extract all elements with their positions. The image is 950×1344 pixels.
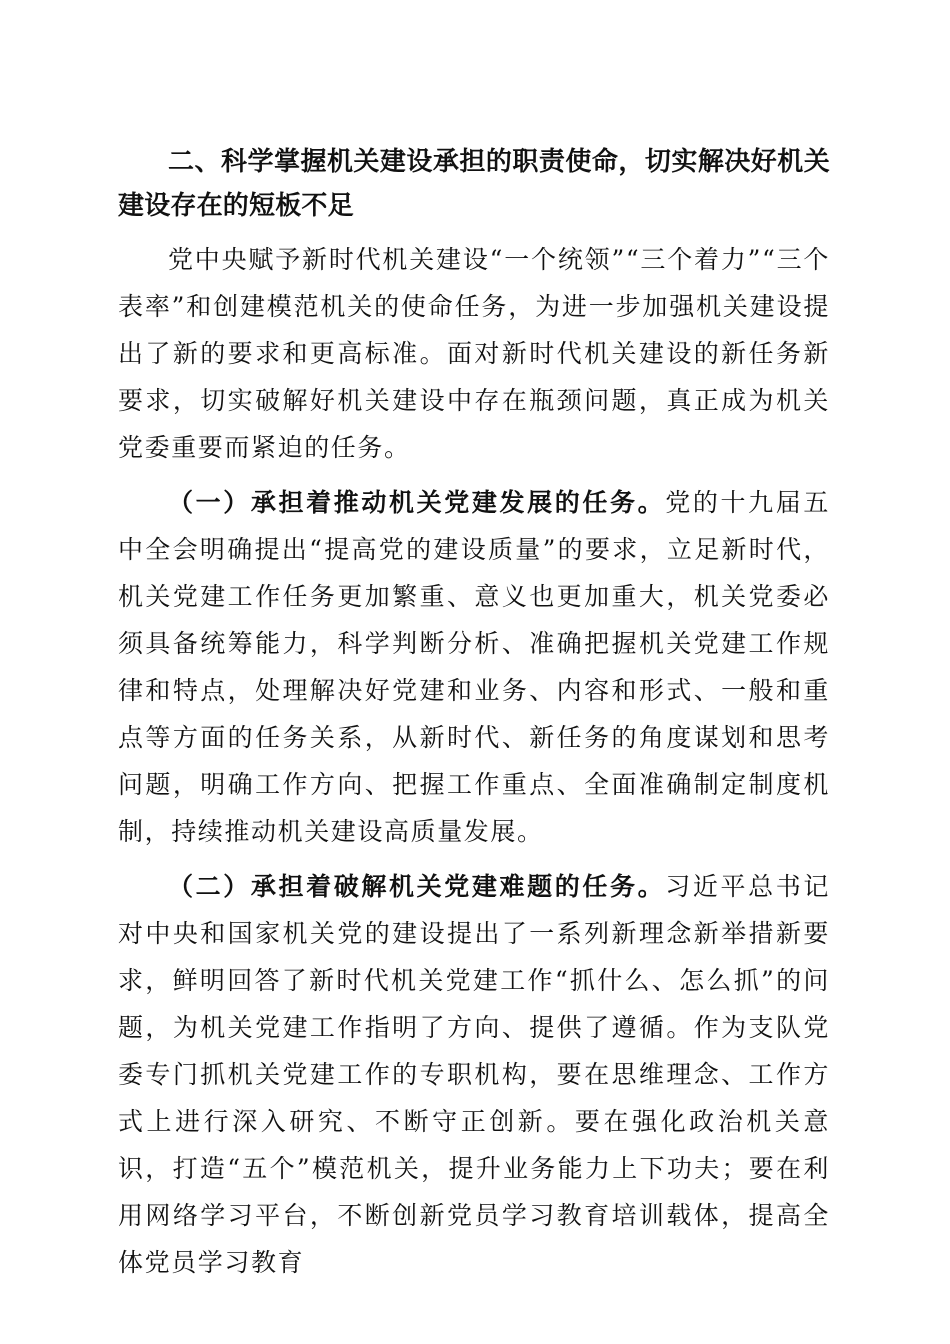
- section-heading: 二、科学掌握机关建设承担的职责使命，切实解决好机关建设存在的短板不足: [118, 147, 830, 221]
- subsection-1-lead: （一）承担着推动机关党建发展的任务。: [168, 488, 666, 517]
- subsection-2-body: 习近平总书记对中央和国家机关党的建设提出了一系列新理念新举措新要求，鲜明回答了新时代机关党建工作“抓什么、怎么抓”的问题，为机关党建工作指明了方向、提供了遵循。作为支队党委专门抓机关党建工作的专职机构，要在思维理念、工作方式上进行深入研究、不断守正创新。要在强化政治机关意识，打造“五个”模范机关，提升业务能力上下功夫；要在利用网络学习平台，不断创新党员学习教育培训载体，提高全体党员学习教育: [118, 872, 830, 1277]
- subsection-paragraph-2: [118, 863, 830, 1286]
- subsection-2-lead: （二）承担着破解机关党建难题的任务。: [168, 872, 666, 901]
- subsection-paragraph-1: [118, 479, 830, 855]
- document-body: [118, 140, 830, 1286]
- intro-paragraph: 党中央赋予新时代机关建设“一个统领”“三个着力”“三个表率”和创建模范机关的使命任务，为进一步加强机关建设提出了新的要求和更高标准。面对新时代机关建设的新任务新要求，切实破解好机关建设中存在瓶颈问题，真正成为机关党委重要而紧迫的任务。: [118, 245, 830, 462]
- subsection-1-body: 党的十九届五中全会明确提出“提高党的建设质量”的要求，立足新时代，机关党建工作任务更加繁重、意义也更加重大，机关党委必须具备统筹能力，科学判断分析、准确把握机关党建工作规律和特点，处理解决好党建和业务、内容和形式、一般和重点等方面的任务关系，从新时代、新任务的角度谋划和思考问题，明确工作方向、把握工作重点、全面准确制定制度机制，持续推动机关建设高质量发展。: [118, 488, 830, 846]
